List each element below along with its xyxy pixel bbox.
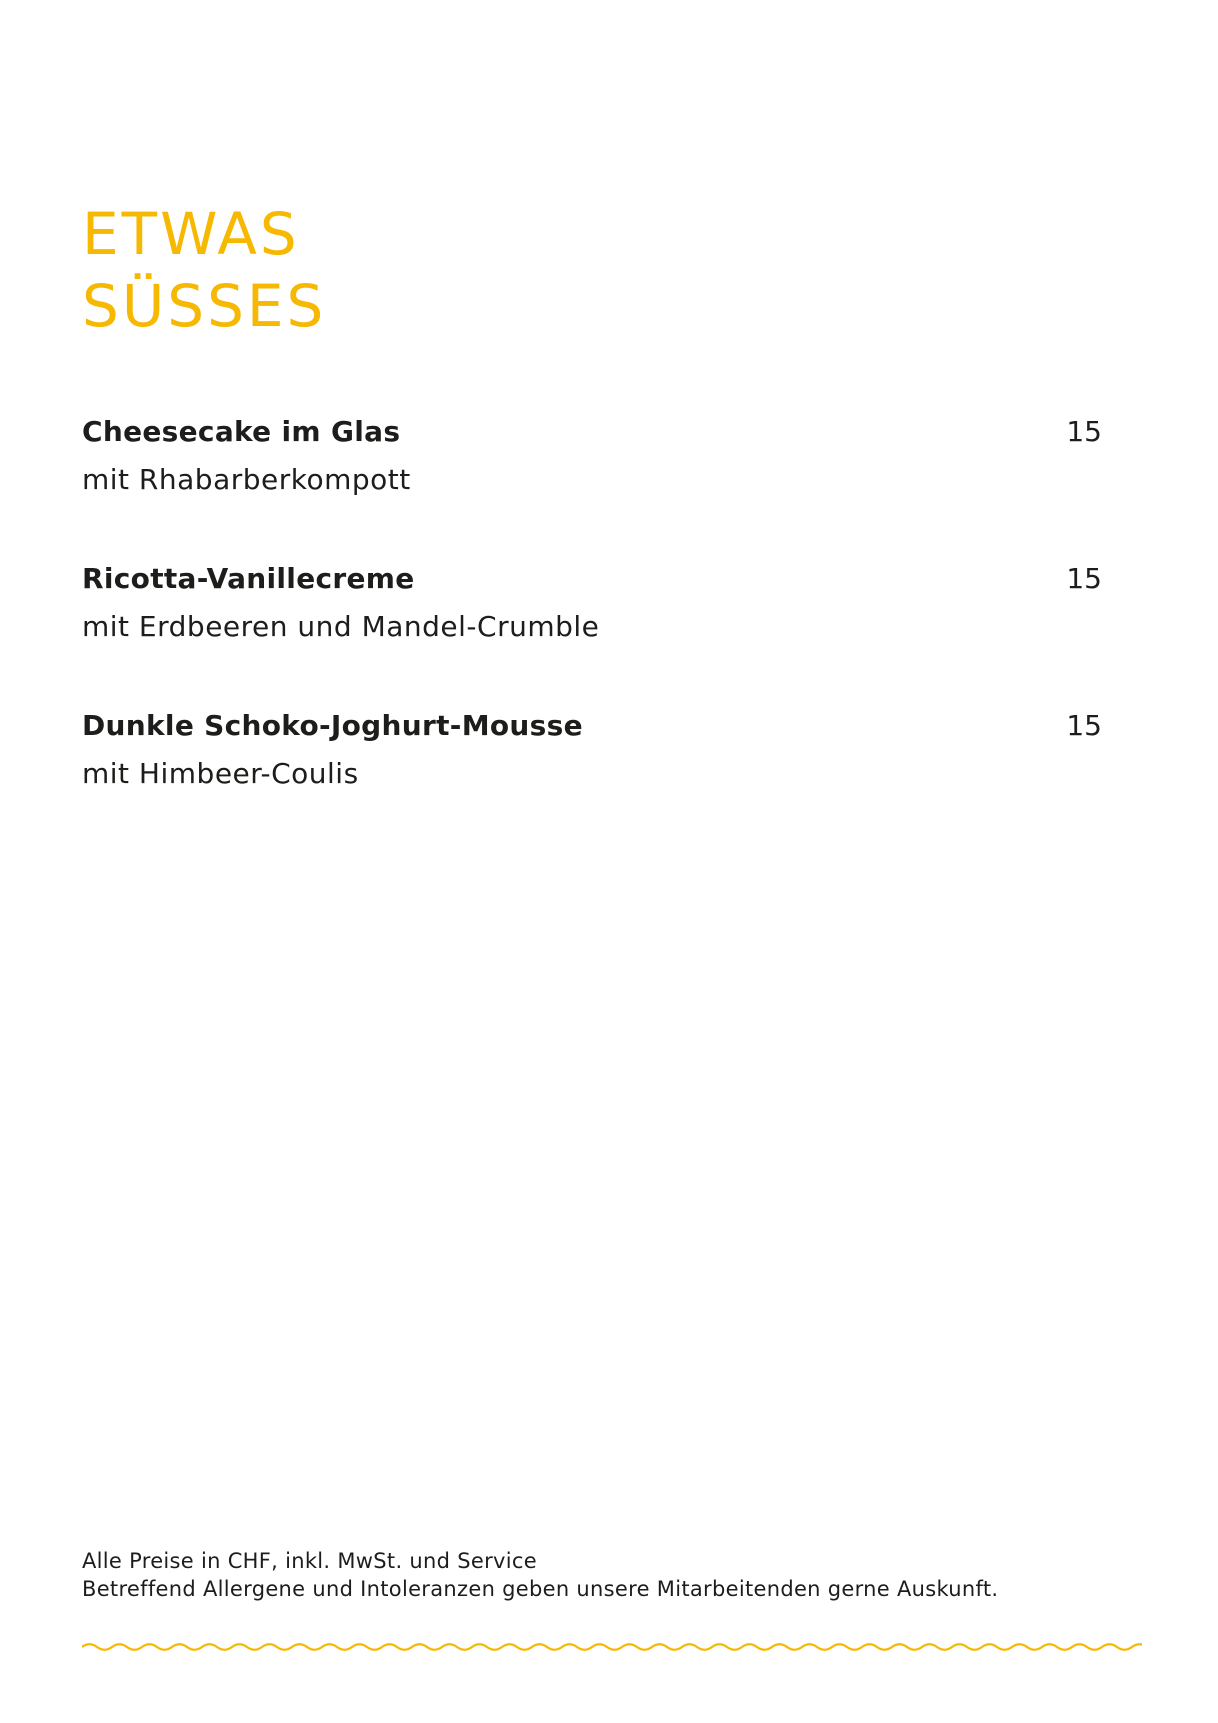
menu-item-name: Ricotta-Vanillecreme — [82, 562, 415, 595]
menu-item-description: mit Erdbeeren und Mandel-Crumble — [82, 610, 600, 643]
wave-line-icon — [82, 1636, 1142, 1658]
menu-item-description: mit Himbeer-Coulis — [82, 757, 359, 790]
footer-note — [82, 1547, 998, 1603]
menu-item-name: Dunkle Schoko-Joghurt-Mousse — [82, 709, 583, 742]
menu-item — [82, 412, 1102, 559]
section-title-line-1: ETWAS — [82, 200, 300, 268]
wave-line-path — [82, 1644, 1142, 1650]
section-title-line-2: SÜSSES — [82, 272, 327, 340]
menu-item-price: 15 — [1066, 709, 1102, 742]
footer-allergen-note: Betreffend Allergene und Intoleranzen geben unsere Mitarbeitenden gerne Auskunft. — [82, 1577, 999, 1601]
section-title — [82, 198, 326, 342]
menu-item — [82, 559, 1102, 706]
menu-item-price: 15 — [1066, 562, 1102, 595]
menu-item-description: mit Rhabarberkompott — [82, 463, 411, 496]
footer-price-note: Alle Preise in CHF, inkl. MwSt. und Service — [82, 1549, 537, 1573]
menu-item-price: 15 — [1066, 415, 1102, 448]
menu-item — [82, 706, 1102, 853]
menu-item-name: Cheesecake im Glas — [82, 415, 401, 448]
dessert-menu-list — [82, 412, 1102, 853]
